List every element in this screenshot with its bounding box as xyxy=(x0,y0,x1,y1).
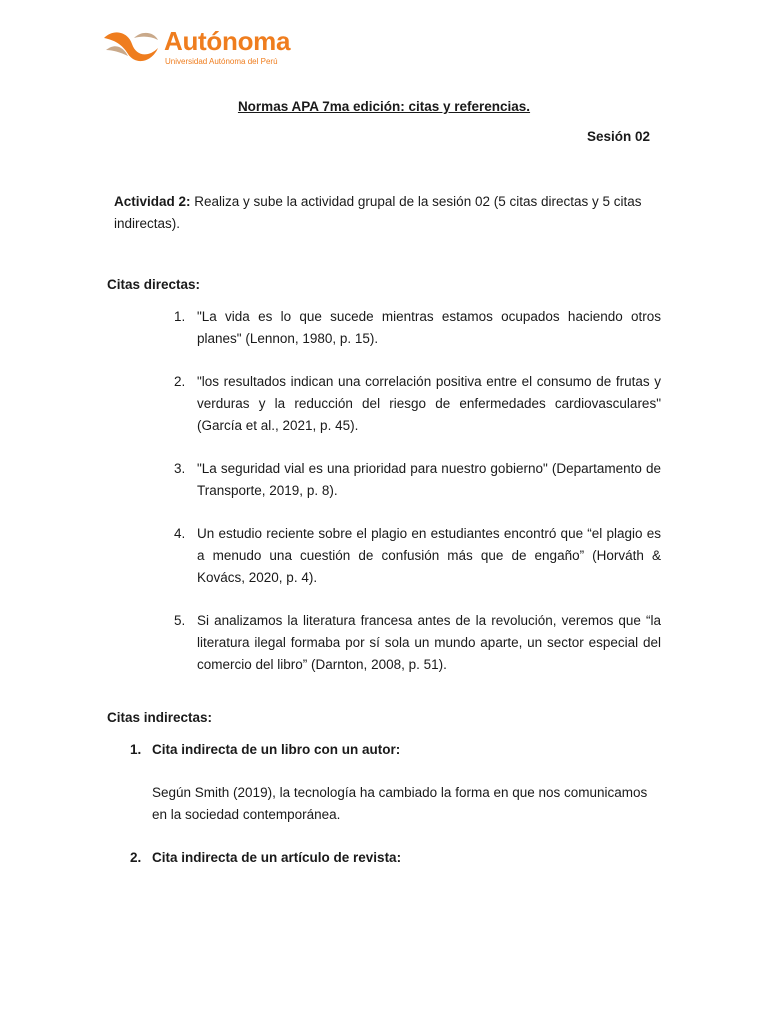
item-text: Si analizamos la literatura francesa antes de la revolución, veremos que “la literatura ilegal formaba por sí sola un mundo aparte, un sector especial del comercio del libro” (Darnton, 2008, p. 51). xyxy=(197,613,661,672)
indirect-citation-text: Según Smith (2019), la tecnología ha cambiado la forma en que nos comunicamos en la sociedad contemporánea. xyxy=(152,785,648,822)
activity-text: Realiza y sube la actividad grupal de la sesión 02 (5 citas directas y 5 citas indirectas). xyxy=(114,194,642,231)
indirect-citation-heading xyxy=(130,850,401,865)
direct-citation-item xyxy=(174,610,661,676)
indirect-citation-heading xyxy=(130,742,400,757)
logo-swoosh-icon xyxy=(102,28,160,64)
direct-citation-item xyxy=(174,306,661,350)
direct-citation-item xyxy=(174,523,661,589)
document-title: Normas APA 7ma edición: citas y referencias. xyxy=(237,99,531,114)
logo-subtitle: Universidad Autónoma del Perú xyxy=(165,57,278,66)
item-number: 1. xyxy=(130,742,142,757)
session-label: Sesión 02 xyxy=(586,129,650,144)
activity-label: Actividad 2: xyxy=(114,194,191,209)
direct-citations-heading: Citas directas: xyxy=(107,277,201,292)
item-text: "los resultados indican una correlación positiva entre el consumo de frutas y verduras y la reducción del riesgo de enfermedades cardiovasculares" (García et al., 2021, p. 45). xyxy=(197,374,661,433)
item-number: 4. xyxy=(174,526,186,541)
indirect-citations-heading: Citas indirectas: xyxy=(107,710,213,725)
item-number: 2. xyxy=(174,374,186,389)
item-number: 5. xyxy=(174,613,186,628)
activity-paragraph xyxy=(114,191,650,235)
item-text: "La seguridad vial es una prioridad para nuestro gobierno" (Departamento de Transporte, 2019, p. 8). xyxy=(197,461,661,498)
item-label: Cita indirecta de un artículo de revista: xyxy=(152,850,402,865)
item-number: 2. xyxy=(130,850,142,865)
item-text: Un estudio reciente sobre el plagio en estudiantes encontró que “el plagio es a menudo una cuestión de confusión más que de engaño” (Horváth & Kovács, 2020, p. 4). xyxy=(197,526,661,585)
university-logo xyxy=(102,26,302,68)
logo-name: Autónoma xyxy=(164,26,291,56)
item-label: Cita indirecta de un libro con un autor: xyxy=(152,742,401,757)
direct-citation-item xyxy=(174,458,661,502)
item-number: 3. xyxy=(174,461,186,476)
item-text: "La vida es lo que sucede mientras estamos ocupados haciendo otros planes" (Lennon, 1980, p. 15). xyxy=(197,309,661,346)
direct-citation-item xyxy=(174,371,661,437)
item-number: 1. xyxy=(174,309,186,324)
